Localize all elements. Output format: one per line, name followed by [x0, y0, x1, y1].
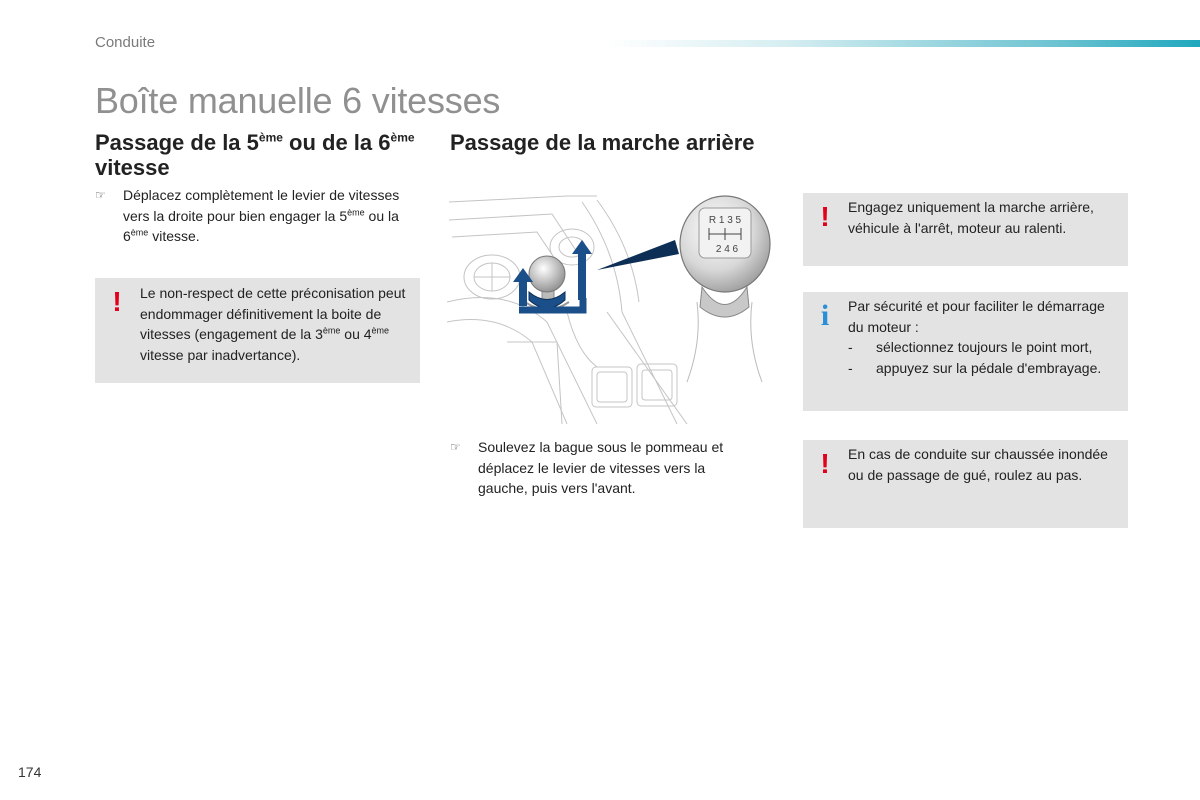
instruction-5th-6th-gear — [95, 185, 425, 247]
warning-note-reverse-stopped — [803, 193, 1128, 266]
warning-text: Le non-respect de cette préconisation peut endommager définitivement la boite de vitesses (engagement de la 3ème ou 4ème vitesse par inadvertance). — [140, 285, 406, 363]
shift-pattern-top-row: R 1 3 5 — [708, 215, 742, 226]
info-list-item: - sélectionnez toujours le point mort, — [848, 339, 1093, 355]
warning-text: Engagez uniquement la marche arrière, véhicule à l'arrêt, moteur au ralenti. — [848, 199, 1094, 236]
instruction-text: Soulevez la bague sous le pommeau et déplacez le levier de vitesses vers la gauche, puis vers l'avant. — [478, 439, 724, 496]
warning-note-gear-damage — [95, 278, 420, 383]
warning-note-flooded-road — [803, 440, 1128, 528]
section-label: Conduite — [95, 34, 156, 51]
gear-lever-illustration — [447, 192, 781, 424]
info-icon: i — [820, 299, 830, 332]
info-note-engine-start — [803, 292, 1128, 411]
header-accent-bar — [605, 40, 1200, 47]
instruction-text: Déplacez complètement le levier de vitesses vers la droite pour bien engager la 5ème ou la 6ème vitesse. — [123, 187, 400, 244]
page-title: Boîte manuelle 6 vitesses — [95, 80, 501, 121]
page-number: 174 — [18, 764, 42, 780]
warning-icon: ! — [820, 201, 830, 232]
warning-icon: ! — [820, 448, 830, 479]
instruction-reverse-gear — [450, 437, 750, 499]
pointing-hand-icon: ☞ — [450, 440, 461, 454]
info-text: Par sécurité et pour faciliter le démarrage du moteur : - sélectionnez toujours le point mort, - appuyez sur la pédale d'embrayage. — [803, 296, 1128, 378]
info-list — [848, 337, 1118, 378]
warning-text: En cas de conduite sur chaussée inondée ou de passage de gué, roulez au pas. — [848, 446, 1108, 483]
info-list-item: - appuyez sur la pédale d'embrayage. — [848, 359, 1102, 376]
heading-5th-6th-gear: Passage de la 5ème ou de la 6ème vitesse — [95, 130, 415, 180]
heading-reverse-gear: Passage de la marche arrière — [450, 130, 755, 155]
warning-icon: ! — [112, 286, 122, 317]
pointing-hand-icon: ☞ — [95, 188, 106, 202]
shift-pattern-bottom-row: 2 4 6 — [715, 244, 739, 255]
